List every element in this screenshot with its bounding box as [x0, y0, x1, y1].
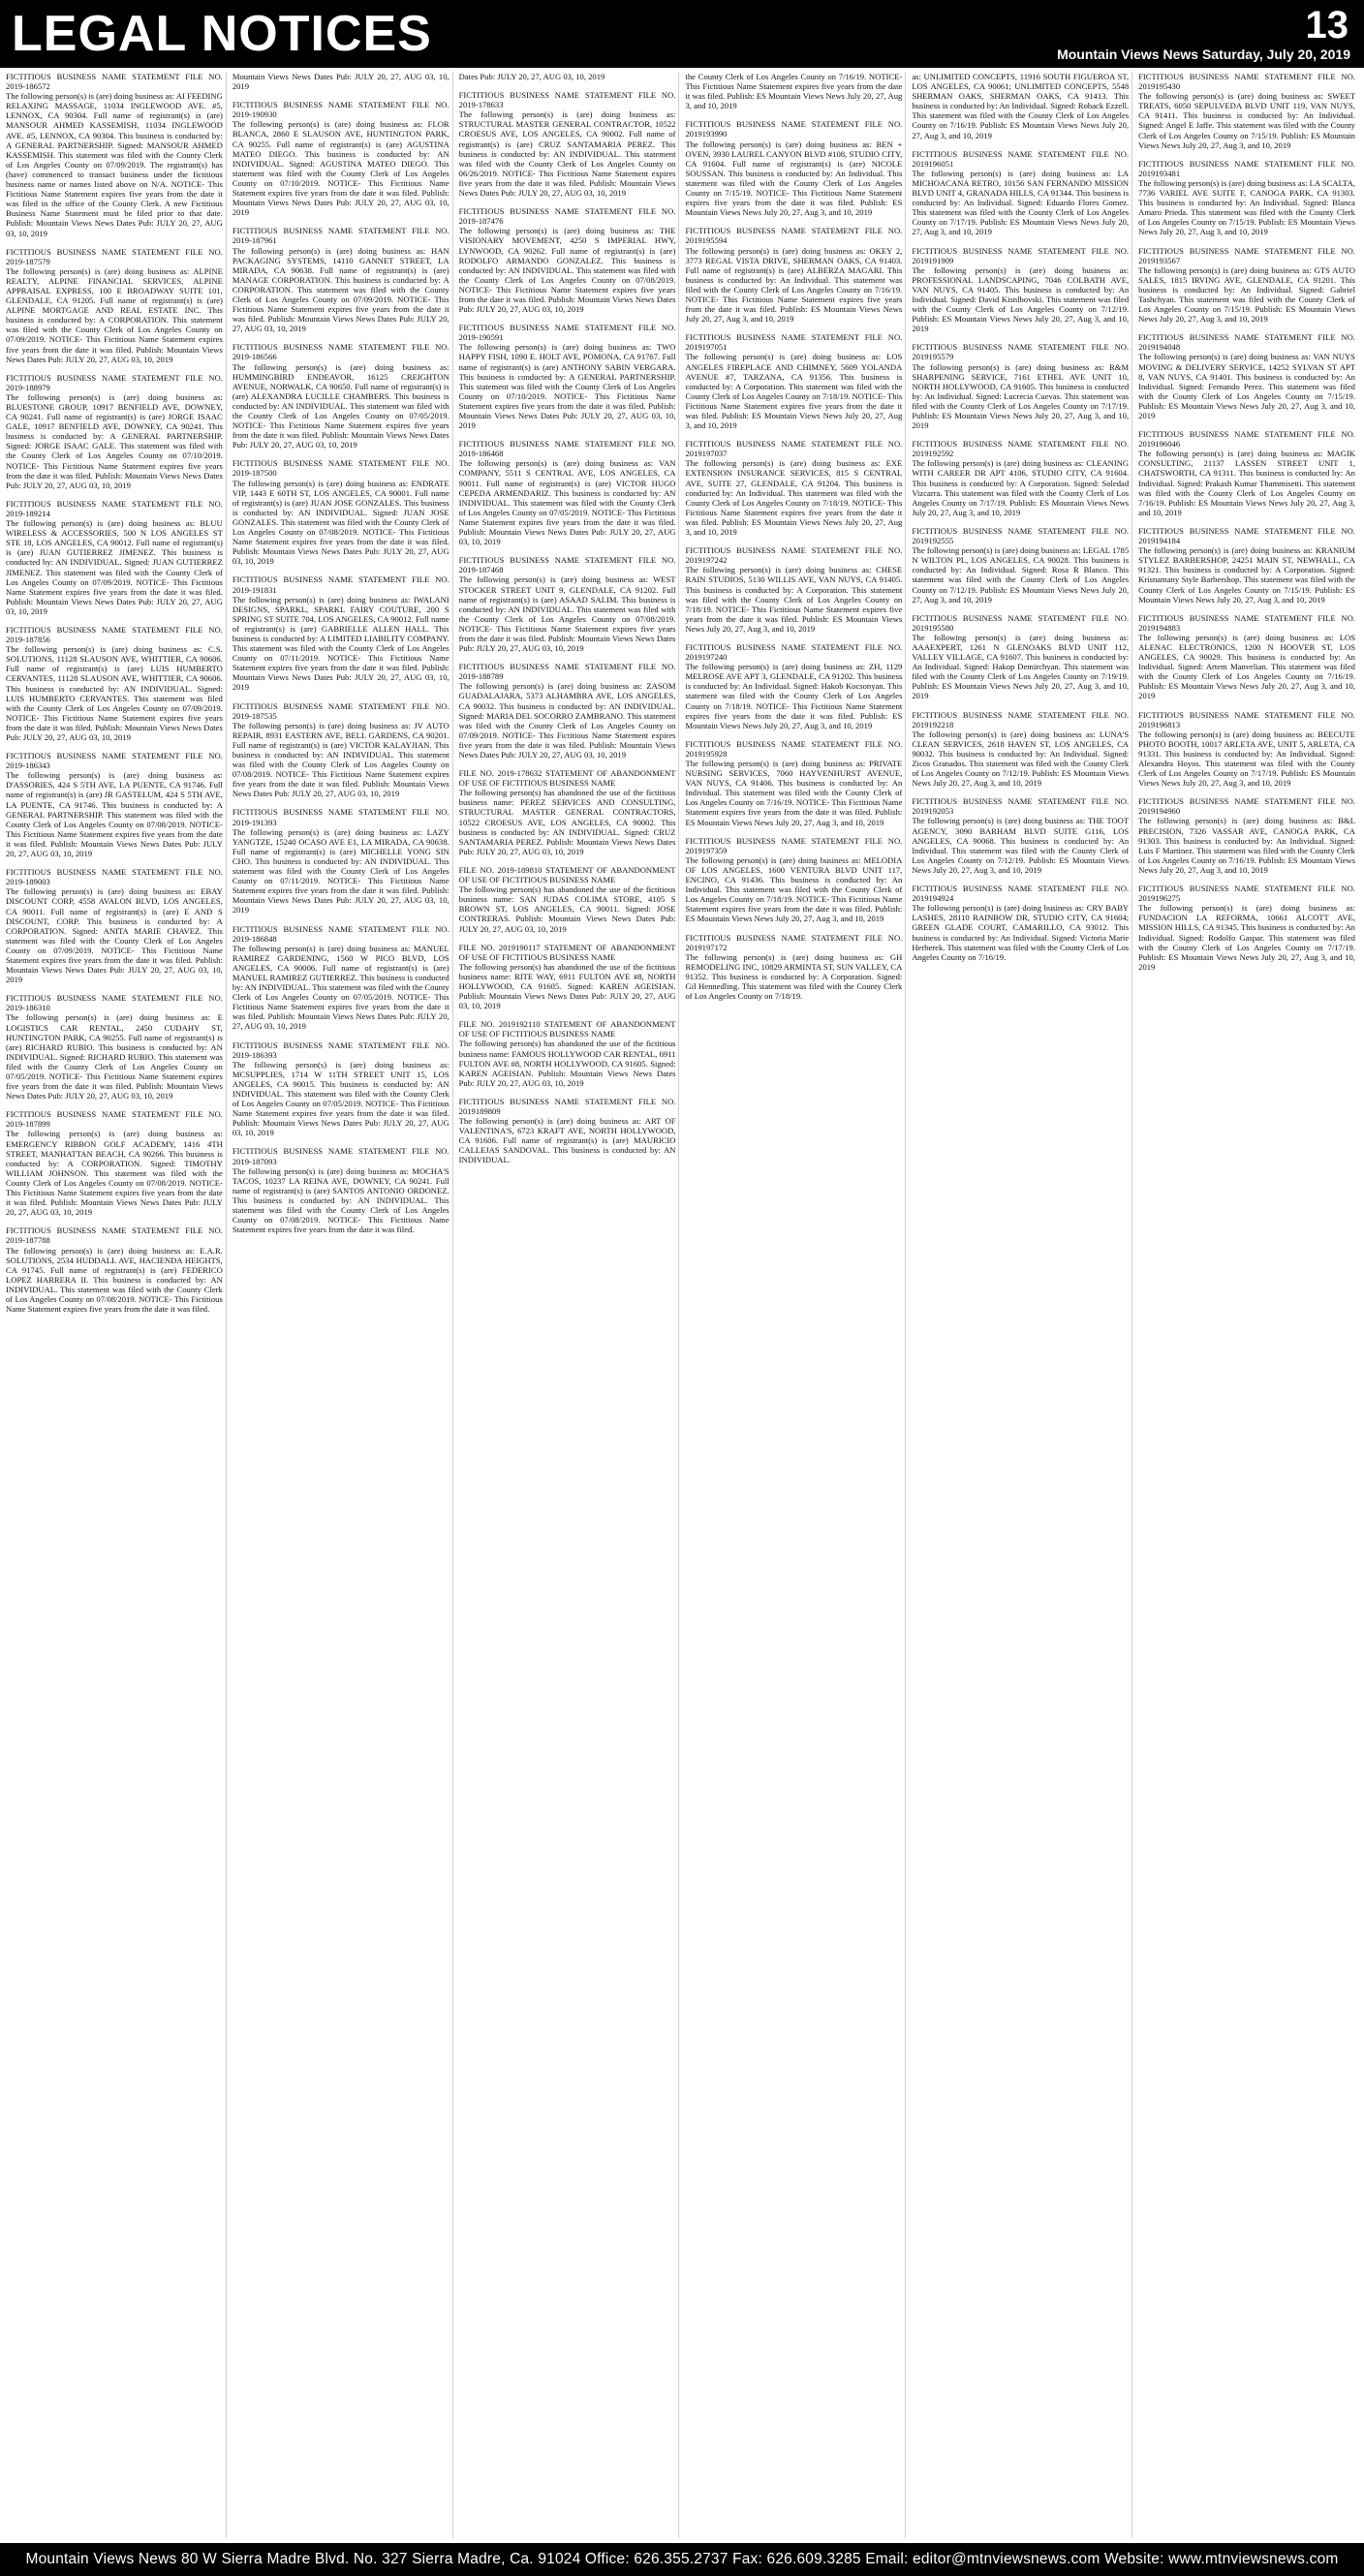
notice-heading: FICTITIOUS BUSINESS NAME STATEMENT FILE NO. 2019193481 [1138, 158, 1355, 178]
notice-body: The following person(s) is (are) doing business as: ALPINE REALTY, ALPINE FINANCIAL SERVICES, ALPINE APPRAISAL EXPRESS, 100 E BROADWAY SUITE 101, GLENDALE, CA 91205. Full name of registrant(s) is (are) ALPINE MORTGAGE AND REAL ESTATE INC. This business is conducted by: A CORPORATION. This statement was filed with the County Clerk of Los Angeles County on 07/09/2019. NOTICE- This Fictitious Name Statement expires five years from the date it was filed. Publish: Mountain Views News Dates Pub: JULY 20, 27, AUG 03, 10, 2019 [6, 265, 223, 364]
notice-heading: FICTITIOUS BUSINESS NAME STATEMENT FILE NO. 2019-186343 [6, 751, 223, 771]
notice-heading: FILE NO. 2019-189810 STATEMENT OF ABANDONMENT OF USE OF FICTITIOUS BUSINESS NAME [458, 864, 676, 885]
page-header [0, 0, 1364, 68]
notice-heading: FICTITIOUS BUSINESS NAME STATEMENT FILE NO. 2019194184 [1138, 525, 1355, 546]
legal-notice [459, 439, 676, 546]
legal-notice [685, 226, 902, 324]
legal-notice [1138, 613, 1355, 701]
notice-body: The following person(s) is (are) doing business as: CHESE RAIN STUDIOS, 5130 WILLIS AVE, VAN NUYS, CA 91405. This business is conducted by: A Corporation. This statement was filed with the County Clerk of Los Angeles County on 7/18/19. NOTICE- This Fictitious Name Statement expires five years from the date it was filed. Publish: ES Mountain Views News July 20, 27, Aug 3, and 10, 2019 [685, 565, 903, 634]
notice-body: The following person(s) is (are) doing business as: MELODIA OF LOS ANGELES, 1600 VENTURA BLVD UNIT 117, ENCINO, CA 91436. This business is conducted by: An Individual. This statement was filed with the County Clerk of Los Angeles County on 7/18/19. NOTICE- This Fictitious Name Statement expires five years from the date it was filed. Publish: ES Mountain Views News July 20, 27, Aug 3, and 10, 2019 [685, 854, 903, 924]
notice-body: The following person(s) is (are) doing business as: JV AUTO REPAIR, 8931 EASTERN AVE, BELL GARDENS, CA 90201. Full name of registrant(s) is (are) VICTOR KALAYJIAN. This business is conducted by: AN INDIVIDUAL. This statement was filed with the County Clerk of Los Angeles County on 07/08/2019. NOTICE- This Fictitious Name Statement expires five years from the date it was filed. Publish: Mountain Views News Dates Pub: JULY 20, 27, AUG 03, 10, 2019 [232, 720, 450, 799]
notice-heading: FICTITIOUS BUSINESS NAME STATEMENT FILE NO. 2019195580 [912, 612, 1130, 633]
notice-heading: FICTITIOUS BUSINESS NAME STATEMENT FILE NO. 2019-186572 [6, 72, 223, 92]
notice-heading: FICTITIOUS BUSINESS NAME STATEMENT FILE NO. 2019-187961 [232, 226, 450, 246]
legal-notice [685, 836, 902, 924]
notice-heading: FICTITIOUS BUSINESS NAME STATEMENT FILE NO. 2019-189214 [6, 498, 223, 518]
notice-body: The following person(s) is (are) doing business as: D'ASSORIES, 424 S 5TH AVE, LA PUENTE, CA 91746. Full name of registrant(s) is (are) JR GASTELUM, 424 S 5TH AVE, LA PUENTE, CA 91746. This business is conducted by: A GENERAL PARTNERSHIP. This statement was filed with the County Clerk of Los Angeles County on 07/08/2019. NOTICE- This Fictitious Name Statement expires five years from the date it was filed. Publish: Mountain Views News Dates Pub: JULY 20, 27, AUG 03, 10, 2019 [6, 770, 223, 859]
notice-body: The following person(s) is (are) doing business as: PRIVATE NURSING SERVICES, 7060 HAYVENHURST AVENUE, VAN NUYS, CA 91406. This business is conducted by: An Individual. This statement was filed with the County Clerk of Los Angeles County on 7/16/19. NOTICE- This Fictitious Name Statement expires five years from the date it was filed. Publish: ES Mountain Views News July 20, 27, Aug 3, and 10, 2019 [685, 759, 903, 827]
legal-notice [232, 1146, 450, 1234]
notice-body: The following person(s) is (are) doing business as: FLOR BLANCA, 2860 E SLAUSON AVE, HUNTINGTON PARK, CA 90255. Full name of registrant(s) is (are) AGUSTINA MATEO DIEGO. This business is conducted by: AN INDIVIDUAL. Signed: AGUSTINA MATEO DIEGO. This statement was filed with the County Clerk of Los Angeles County on 07/10/2019. NOTICE- This Fictitious Name Statement expires five years from the date it was filed. Publish: Mountain Views News Dates Pub: JULY 20, 27, AUG 03, 10, 2019 [232, 119, 450, 218]
notice-heading: FILE NO. 2019192110 STATEMENT OF ABANDONMENT OF USE OF FICTITIOUS BUSINESS NAME [458, 1019, 676, 1040]
legal-notice [685, 545, 902, 634]
legal-notice [1138, 72, 1355, 150]
notice-columns [6, 72, 1358, 2538]
notice-heading: FICTITIOUS BUSINESS NAME STATEMENT FILE NO. 2019-190591 [458, 323, 676, 343]
notice-heading: FICTITIOUS BUSINESS NAME STATEMENT FILE NO. 2019-188789 [458, 662, 676, 682]
notice-heading: FICTITIOUS BUSINESS NAME STATEMENT FILE NO. 2019-188979 [6, 372, 223, 392]
legal-notice [685, 72, 902, 110]
notice-heading: FICTITIOUS BUSINESS NAME STATEMENT FILE NO. 2019-187535 [232, 700, 450, 721]
notice-body: The following person(s) has abandoned the use of the fictitious business name: SAN JUDAS COLIMA STORE, 4105 S BROWN ST, LOS ANGELES, CA 90011. Signed: JOSE CONTRERAS. Publish: Mountain Views News Dates Pub: JULY 20, 27, AUG 03, 10, 2019 [458, 885, 676, 934]
notice-body: The following person(s) is (are) doing business as: ZH, 1129 MELROSE AVE APT 3, GLENDALE, CA 91202. This business is conducted by: An Individual. Signed: Hakob Kocsonyan. This statement was filed with the County Clerk of Los Angeles County on 7/18/19. NOTICE- This Fictitious Name Statement expires five years from the date it was filed. Publish: ES Mountain Views News July 20, 27, Aug 3, and 10, 2019 [685, 662, 903, 730]
page-number: 13 [1305, 4, 1348, 47]
legal-notice [912, 439, 1129, 517]
notice-heading: FICTITIOUS BUSINESS NAME STATEMENT FILE NO. 2019195928 [685, 738, 903, 759]
notice-body: as: UNLIMITED CONCEPTS, 11916 SOUTH FIGUEROA ST, LOS ANGELES, CA 90061; UNLIMITED CONCEPTS, 5548 SHERMAN OAKS, SHERMAN OAKS, CA 91413. This business is conducted by: An Individual. Signed: Roback Ezzell. This statement was filed with the County Clerk of Los Angeles County on 7/16/19. Publish: ES Mountain Views News July 20, 27, Aug 3, and 10, 2019 [912, 72, 1130, 140]
legal-notice [1138, 332, 1355, 420]
notice-body: Dates Pub: JULY 20, 27, AUG 03, 10, 2019 [458, 72, 605, 81]
notice-body: The following person(s) is (are) doing business as: LOS ANGELES FIREPLACE AND CHIMNEY, 5609 YOLANDA AVENUE #7, TARZANA, CA 91356. This business is conducted by: A Corporation. This statement was filed with the County Clerk of Los Angeles County on 7/18/19. NOTICE- This Fictitious Name Statement expires five years from the date it was filed. Publish: ES Mountain Views News July 20, 27, Aug 3, and 10, 2019 [685, 352, 903, 431]
notice-body: The following person(s) has abandoned the use of the fictitious business name: FAMOUS HOLLYWOOD CAR RENTAL, 6911 FULTON AVE #8, NORTH HOLLYWOOD, CA 91605. Signed: KAREN AGEISIAN. Publish: Mountain Views News Dates Pub: JULY 20, 27, AUG 03, 10, 2019 [458, 1039, 676, 1088]
notice-body: The following person(s) is (are) doing business as: R&M SHARPENING SERVICE, 7161 ETHEL AVE UNIT 10, NORTH HOLLYWOOD, CA 91605. This business is conducted by: An Individual. Signed: Lucrecia Cuevas. This statement was filed with the County Clerk of Los Angeles County on 7/17/19. Publish: ES Mountain Views News July 20, 27, Aug 3, and 10, 2019 [912, 361, 1130, 431]
legal-notice [912, 884, 1129, 962]
notice-body: The following person(s) is (are) doing business as: B&L PRECISION, 7326 VASSAR AVE, CANOGA PARK, CA 91303. This business is conducted by: An Individual. Signed: Luis F Martinez. This statement was filed with the County Clerk of Los Angeles County on 7/16/19. Publish: ES Mountain Views News July 20, 27, Aug 3, and 10, 2019 [1138, 816, 1355, 875]
legal-notice [6, 625, 223, 742]
notice-body: The following person(s) is (are) doing business as: STRUCTURAL MASTER GENERAL CONTRACTOR, 10522 CROESUS AVE, LOS ANGELES, CA 90002. Full name of registrant(s) is (are) CRUZ SANTAMARIA PEREZ. This business is conducted by: AN INDIVIDUAL. This statement was filed with the County Clerk of Los Angeles County on 06/26/2019. NOTICE- This Fictitious Name Statement expires five years from the date it was filed. Publish: Mountain Views News Dates Pub: JULY 20, 27, AUG 03, 10, 2019 [458, 109, 676, 199]
notice-body: The following person(s) is (are) doing business as: HAN PACKAGING SYSTEMS, 14110 GANNET STREET, LA MIRADA, CA 90638. Full name of registrant(s) is (are) MANAGE CORPORATION. This business is conducted by: A CORPORATION. This statement was filed with the County Clerk of Los Angeles County on 07/09/2019. NOTICE- This Fictitious Name Statement expires five years from the date it was filed. Publish: Mountain Views News Dates Pub: JULY 20, 27, AUG 03, 10, 2019 [232, 245, 450, 334]
notice-heading: FICTITIOUS BUSINESS NAME STATEMENT FILE NO. 2019192592 [912, 439, 1130, 459]
notice-body: The following person(s) is (are) doing business as: BLUU WIRELESS & ACCESSORIES, 500 N LOS ANGELES ST STE 18, LOS ANGELES, CA 90012. Full name of registrant(s) is (are) JUAN GUTIERREZ JIMENEZ. This business is conducted by: AN INDIVIDUAL. Signed: JUAN GUTIERREZ JIMENEZ. This statement was filed with the County Clerk of Los Angeles County on 07/09/2019. NOTICE- This Fictitious Name Statement expires five years from the date it was filed. Publish: Mountain Views News Dates Pub: JULY 20, 27, AUG 03, 10, 2019 [6, 518, 223, 616]
notice-heading: FICTITIOUS BUSINESS NAME STATEMENT FILE NO. 2019192053 [912, 796, 1130, 817]
notice-heading: FICTITIOUS BUSINESS NAME STATEMENT FILE NO. 2019195594 [685, 226, 903, 246]
legal-notice [232, 226, 450, 333]
notice-heading: FICTITIOUS BUSINESS NAME STATEMENT FILE NO. 2019191909 [912, 245, 1130, 265]
notice-body: The following person(s) is (are) doing business as: LA MICHOACANA RETRO, 10156 SAN FERNANDO MISSION BLVD UNIT 4, GRANADA HILLS, CA 91344. This business is conducted by: An Individual. Signed: Eduardo Flores Gomez. This statement was filed with the County Clerk of Los Angeles County on 7/17/19. Publish: ES Mountain Views News July 20, 27, Aug 3, and 10, 2019 [912, 168, 1130, 237]
notice-body: The following person(s) is (are) doing business as: FUNDACION LA REFORMA, 10661 ALCOTT AVE, MISSION HILLS, CA 91345. This business is conducted by: An Individual. Signed: Rodolfo Gaspar. This statement was filed with the County Clerk of Los Angeles County on 7/17/19. Publish: ES Mountain Views News July 20, 27, Aug 3, and 10, 2019 [1138, 903, 1355, 972]
legal-notice [1138, 710, 1355, 789]
notice-heading: FICTITIOUS BUSINESS NAME STATEMENT FILE NO. 2019-187579 [6, 246, 223, 266]
legal-notice [1138, 429, 1355, 517]
legal-notice [685, 439, 902, 537]
notice-body: The following person(s) is (are) doing business as: LAZY YANGTZE, 15240 OCASO AVE E1, LA MIRADA, CA 90638. Full name of registrant(s) is (are) MICHELLE YONG SIN CHO. This business is conducted by: AN INDIVIDUAL. This statement was filed with the County Clerk of Los Angeles County on 07/11/2019. NOTICE- This Fictitious Name Statement expires five years from the date it was filed. Publish: Mountain Views News Dates Pub: JULY 20, 27, AUG 03, 10, 2019 [232, 826, 450, 916]
notice-heading: FICTITIOUS BUSINESS NAME STATEMENT FILE NO. 2019192555 [912, 525, 1130, 546]
notice-body: the County Clerk of Los Angeles County on 7/16/19. NOTICE- This Fictitious Name Statement expires five years from the date it was filed. Publish: ES Mountain Views News July 20, 27, Aug 3, and 10, 2019 [685, 72, 903, 111]
legal-notice [912, 710, 1129, 789]
legal-notice [1138, 159, 1355, 237]
legal-notice [685, 119, 902, 217]
notice-heading: FICTITIOUS BUSINESS NAME STATEMENT FILE NO. 2019-191393 [232, 807, 450, 827]
notice-heading: FICTITIOUS BUSINESS NAME STATEMENT FILE NO. 2019-186566 [232, 342, 450, 362]
notice-body: The following person(s) is (are) doing business as: TWO HAPPY FISH, 1090 E. HOLT AVE, POMONA, CA 91767. Full name of registrant(s) is (are) ANTHONY SABIN VERGARA. This business is conducted by: A GENERAL PARTNERSHIP. This statement was filed with the County Clerk of Los Angeles County on 07/10/2019. NOTICE- This Fictitious Name Statement expires five years from the date it was filed. Publish: Mountain Views News Dates Pub: JULY 20, 27, AUG 03, 10, 2019 [458, 342, 676, 431]
legal-notice [459, 662, 676, 760]
page-footer: Mountain Views News 80 W Sierra Madre Blvd. No. 327 Sierra Madre, Ca. 91024 Office: 626.355.2737 Fax: 626.609.3285 Email: editor@mtnviewsnews.com Website: www.mtnviewsnews.com [0, 2543, 1364, 2576]
notice-heading: FICTITIOUS BUSINESS NAME STATEMENT FILE NO. 2019-187500 [232, 458, 450, 479]
legal-notice [912, 796, 1129, 875]
notice-body: The following person(s) is (are) doing business as: GH REMODELING INC, 10829 ARMINTA ST, SUN VALLEY, CA 91352. This business is conducted by: A Corporation. Signed: Gil Hennedling. This statement was filed with the County Clerk of Los Angeles County on 7/18/19. [685, 951, 903, 1002]
notice-body: The following person(s) is (are) doing business as: CRY BABY LASHES, 28110 RAINBOW DR, STUDIO CITY, CA 91604; GREEN GLADE COURT, CAMARILLO, CA 93012. This business is conducted by: An Individual. Signed: Victoria Marie Herberek. This statement was filed with the County Clerk of Los Angeles County on 7/16/19. [912, 903, 1130, 962]
notice-body: The following person(s) is (are) doing business as: CLEANING WITH CAREER DR APT 4106, STUDIO CITY, CA 91604. This business is conducted by: A Corporation. Signed: Soledad Vizcarra. This statement was filed with the County Clerk of Los Angeles County on 7/17/19. Publish: ES Mountain Views News July 20, 27, Aug 3, and 10, 2019 [912, 458, 1130, 517]
legal-notice [6, 1109, 223, 1217]
legal-notice [459, 943, 676, 1011]
legal-notice [685, 642, 902, 730]
notice-heading: FICTITIOUS BUSINESS NAME STATEMENT FILE NO. 2019196046 [1138, 429, 1355, 450]
notice-body: The following person(s) is (are) doing business as: BEECUTE PHOTO BOOTH, 10017 ARLETA AVE, UNIT 5, ARLETA, CA 91331. This business is conducted by: An Individual. Signed: Alexandra Hoyos. This statement was filed with the County Clerk of Los Angeles County on 7/17/19. Publish: ES Mountain Views News July 20, 27, Aug 3, and 10, 2019 [1138, 729, 1355, 789]
notice-body: The following person(s) is (are) doing business as: KRANIUM STYLEZ BARBERSHOP, 24251 MAIN ST, NEWHALL, CA 91321. This business is conducted by: A Corporation. Signed: Krisnamany Style Barbershop. This statement was filed with the County Clerk of Los Angeles County on 7/15/19. Publish: ES Mountain Views News July 20, 27, Aug 3, and 10, 2019 [1138, 545, 1355, 605]
notice-heading: FICTITIOUS BUSINESS NAME STATEMENT FILE NO. 2019-187093 [232, 1146, 450, 1166]
column-3 [459, 72, 680, 2538]
column-6 [1138, 72, 1358, 2538]
legal-notice [459, 768, 676, 856]
notice-body: The following person(s) is (are) doing business as: BLUESTONE GROUP, 10917 BENFIELD AVE, DOWNEY, CA 90241. Full name of registrant(s) is (are) JORGE ISAAC GALE, 10917 BENFIELD AVE, DOWNEY, CA 90241. This business is conducted by: A GENERAL PARTNERSHIP. Signed: JORGE ISAAC GALE. This statement was filed with the County Clerk of Los Angeles County on 07/10/2019. NOTICE- This Fictitious Name Statement expires five years from the date it was filed. Publish: Mountain Views News Dates Pub: JULY 20, 27, AUG 03, 10, 2019 [6, 391, 223, 490]
legal-notice [912, 149, 1129, 237]
notice-body: The following person(s) is (are) doing business as: E.A.R. SOLUTIONS, 2534 HUDDALL AVE, HACIENDA HEIGHTS, CA 91745. Full name of registrant(s) is (are) FEDERICO LOPEZ HARRERA II. This business is conducted by: AN INDIVIDUAL. This statement was filed with the County Clerk of Los Angeles County on 07/08/2019. NOTICE- This Fictitious Name Statement expires five years from the date it was filed. [6, 1245, 223, 1315]
notice-body: The following person(s) is (are) doing business as: THE TOOT AGENCY, 3090 BARHAM BLVD SUITE G116, LOS ANGELES, CA 90068. This business is conducted by: An Individual. This statement was filed with the County Clerk of Los Angeles County on 7/12/19. Publish: ES Mountain Views News July 20, 27, Aug 3, and 10, 2019 [912, 816, 1130, 875]
column-2 [232, 72, 453, 2538]
notice-body: The following person(s) is (are) doing business as: MCSUPPLIES, 1714 W 11TH STREET UNIT 15, LOS ANGELES, CA 90015. This business is conducted by: AN INDIVIDUAL. This statement was filed with the County Clerk of Los Angeles County on 07/05/2019. NOTICE- This Fictitious Name Statement expires five years from the date it was filed. Publish: Mountain Views News Dates Pub: JULY 20, 27, AUG 03, 10, 2019 [232, 1059, 450, 1138]
notice-heading: FICTITIOUS BUSINESS NAME STATEMENT FILE NO. 2019194924 [912, 884, 1130, 904]
legal-notice [6, 499, 223, 616]
notice-body: The following person(s) is (are) doing business as: LUNA'S CLEAN SERVICES, 2618 HAVEN ST, LOS ANGELES, CA 90032. This business is conducted by: An Individual. Signed: Zicos Granados. This statement was filed with the County Clerk of Los Angeles County on 7/12/19. Publish: ES Mountain Views News July 20, 27, Aug 3, and 10, 2019 [912, 729, 1130, 789]
notice-heading: FICTITIOUS BUSINESS NAME STATEMENT FILE NO. 2019197051 [685, 332, 903, 353]
notice-body: The following person(s) is (are) doing business as: EXE EXTENSION INSURANCE SERVICES, 815 S CENTRAL AVE, SUITE 27, GLENDALE, CA 91204. This business is conducted by: An Individual. This statement was filed with the County Clerk of Los Angeles County on 7/18/19. NOTICE- This Fictitious Name Statement expires five years from the date it was filed. Publish: ES Mountain Views News July 20, 27, Aug 3, and 10, 2019 [685, 458, 903, 538]
notice-heading: FICTITIOUS BUSINESS NAME STATEMENT FILE NO. 2019194883 [1138, 612, 1355, 633]
notice-heading: FICTITIOUS BUSINESS NAME STATEMENT FILE NO. 2019-186393 [232, 1040, 450, 1060]
notice-body: The following person(s) is (are) doing business as: LOS ALENAC ELECTRONICS, 1200 N HOOVER ST, LOS ANGELES, CA 90029. This business is conducted by: An Individual. Signed: Artem Manvelian. This statement was filed with the County Clerk of Los Angeles County on 7/16/19. Publish: ES Mountain Views News July 20, 27, Aug 3, and 10, 2019 [1138, 632, 1355, 701]
notice-body: Mountain Views News Dates Pub: JULY 20, 27, AUG 03, 10, 2019 [232, 72, 450, 92]
notice-heading: FICTITIOUS BUSINESS NAME STATEMENT FILE NO. 2019194960 [1138, 796, 1355, 817]
notice-heading: FICTITIOUS BUSINESS NAME STATEMENT FILE NO. 2019-190930 [232, 100, 450, 120]
notice-body: The following person(s) is (are) doing business as: BEN + OVEN, 3930 LAUREL CANYON BLVD #108, STUDIO CITY, CA 91604. Full name of registrant(s) is (are) NICOLE SOUSSAN. This business is conducted by: An Individual. This statement was filed with the County Clerk of Los Angeles County on 7/15/19. NOTICE- This Fictitious Name Statement expires five years from the date it was filed. Publish: ES Mountain Views News July 20, 27, Aug 3, and 10, 2019 [685, 139, 903, 218]
column-5 [912, 72, 1132, 2538]
notice-body: The following person(s) is (are) doing business as: THE VISIONARY MOVEMENT, 4250 S IMPERIAL HWY, LYNWOOD, CA 90262. Full name of registrant(s) is (are) RODOLFO ARMANDO GONZALEZ. This business is conducted by: AN INDIVIDUAL. This statement was filed with the County Clerk of Los Angeles County on 07/08/2019. NOTICE- This Fictitious Name Statement expires five years from the date it was filed. Publish: Mountain Views News Dates Pub: JULY 20, 27, AUG 03, 10, 2019 [458, 226, 676, 315]
notice-body: The following person(s) is (are) doing business as: MAGIK CONSULTING, 21137 LASSEN STREET UNIT 1, CHATSWORTH, CA 91311. This business is conducted by: An Individual. Signed: Prakash Kumar Thammisetti. This statement was filed with the County Clerk of Los Angeles County on 7/16/19. Publish: ES Mountain Views News July 20, 27, Aug 3, and 10, 2019 [1138, 449, 1355, 517]
column-1 [6, 72, 227, 2538]
page-title: LEGAL NOTICES [12, 6, 432, 62]
notice-heading: FILE NO. 2019190117 STATEMENT OF ABANDONMENT OF USE OF FICTITIOUS BUSINESS NAME [458, 942, 676, 962]
notice-heading: FICTITIOUS BUSINESS NAME STATEMENT FILE NO. 2019197359 [685, 835, 903, 855]
notice-body: The following person(s) is (are) doing business as: MOCHA'S TACOS, 10237 LA REINA AVE, DOWNEY, CA 90241. Full name of registrant(s) is (are) SANTOS ANTONIO ORDONEZ. This business is conducted by: AN INDIVIDUAL. This statement was filed with the County Clerk of Los Angeles County on 07/08/2019. NOTICE- This Fictitious Name Statement expires five years from the date it was filed. [232, 1165, 450, 1235]
notice-body: The following person(s) is (are) doing business as: C.S. SOLUTIONS, 11128 SLAUSON AVE, WHITTIER, CA 90606. Full name of registrant(s) is (are) LUIS HUMBERTO CERVANTES, 11128 SLAUSON AVE, WHITTIER, CA 90606. This business is conducted by: AN INDIVIDUAL. Signed: LUIS HUMBERTO CERVANTES. This statement was filed with the County Clerk of Los Angeles County on 07/09/2019. NOTICE- This Fictitious Name Statement expires five years from the date it was filed. Publish: Mountain Views News Dates Pub: JULY 20, 27, AUG 03, 10, 2019 [6, 644, 223, 742]
legal-notice [232, 574, 450, 692]
legal-notice [459, 865, 676, 934]
legal-notice [6, 1226, 223, 1314]
notice-heading: FICTITIOUS BUSINESS NAME STATEMENT FILE NO. 2019193990 [685, 119, 903, 140]
legal-notice [912, 342, 1129, 430]
notice-body: The following person(s) is (are) doing business as: ART OF VALENTINA'S, 6723 KRAFT AVE, NORTH HOLLYWOOD, CA 91606. Full name of registrant(s) is (are) MAURICIO CALLEJAS SANDOVAL. This business is conducted by: AN INDIVIDUAL. [458, 1116, 676, 1165]
legal-notice [232, 100, 450, 217]
notice-body: The following person(s) has abandoned the use of the fictitious business name: PEREZ SERVICES AND CONSULTING, STRUCTURAL MASTER GENERAL CONTRACTORS, 10522 CROESUS AVE, LOS ANGELES, CA 90002. This business is conducted by: AN INDIVIDUAL. Signed: CRUZ SANTAMARIA PEREZ. Publish: Mountain Views News Dates Pub: JULY 20, 27, AUG 03, 10, 2019 [458, 788, 676, 856]
legal-notice [459, 206, 676, 314]
notice-heading: FICTITIOUS BUSINESS NAME STATEMENT FILE NO. 2019-178633 [458, 90, 676, 110]
notice-body: The following person(s) is (are) doing business as: LA SCALTA, 7736 VARIEL AVE SUITE F, CANOGA PARK, CA 91303. This business is conducted by: An Individual. Signed: Blanca Amaro Prieda. This statement was filed with the County Clerk of Los Angeles County on 7/15/19. Publish: ES Mountain Views News July 20, 27, Aug 3, and 10, 2019 [1138, 177, 1355, 237]
notice-heading: FICTITIOUS BUSINESS NAME STATEMENT FILE NO. 2019194048 [1138, 332, 1355, 353]
legal-notice [912, 246, 1129, 334]
legal-notice [459, 72, 676, 81]
legal-notice [232, 807, 450, 915]
notice-heading: FICTITIOUS BUSINESS NAME STATEMENT FILE NO. 2019197172 [685, 932, 903, 952]
notice-heading: FICTITIOUS BUSINESS NAME STATEMENT FILE NO. 2019189809 [458, 1096, 676, 1116]
notice-body: The following person(s) is (are) doing business as: AAAEXPERT, 1261 N GLENOAKS BLVD UNIT 112, VALLEY VILLAGE, CA 91607. This business is conducted by: An Individual. Signed: Hakop Demirchyan. This statement was filed with the County Clerk of Los Angeles County on 7/19/19. Publish: ES Mountain Views News July 20, 27, Aug 3, and 10, 2019 [912, 632, 1130, 701]
notice-heading: FICTITIOUS BUSINESS NAME STATEMENT FILE NO. 2019195579 [912, 342, 1130, 362]
legal-notice [232, 458, 450, 566]
notice-heading: FILE NO. 2019-178632 STATEMENT OF ABANDONMENT OF USE OF FICTITIOUS BUSINESS NAME [458, 768, 676, 789]
legal-notice [685, 332, 902, 430]
legal-notice [6, 373, 223, 490]
legal-notice [6, 993, 223, 1101]
legal-notice [912, 613, 1129, 701]
legal-notice [6, 867, 223, 984]
notice-body: The following person(s) is (are) doing business as: SWEET TREATS, 6050 SEPULVEDA BLVD UNIT 119, VAN NUYS, CA 91411. This business is conducted by: An Individual. Signed: Angel E Jaffe. This statement was filed with the County Clerk of Los Angeles County on 7/15/19. Publish: ES Mountain Views News July 20, 27, Aug 3, and 10, 2019 [1138, 91, 1355, 150]
notice-heading: FICTITIOUS BUSINESS NAME STATEMENT FILE NO. 2019-187468 [458, 555, 676, 575]
notice-heading: FICTITIOUS BUSINESS NAME STATEMENT FILE NO. 2019-191831 [232, 574, 450, 595]
notice-heading: FICTITIOUS BUSINESS NAME STATEMENT FILE NO. 2019-189003 [6, 867, 223, 887]
notice-body: The following person(s) is (are) doing business as: MANUEL RAMIREZ GARDENING, 1560 W PICO BLVD, LOS ANGELES, CA 90006. Full name of registrant(s) is (are) MANUEL RAMIREZ GUTIERREZ. This business is conducted by: AN INDIVIDUAL. This statement was filed with the County Clerk of Los Angeles County on 07/05/2019. NOTICE- This Fictitious Name Statement expires five years from the date it was filed. Publish: Mountain Views News Dates Pub: JULY 20, 27, AUG 03, 10, 2019 [232, 943, 450, 1032]
notice-body: The following person(s) has abandoned the use of the fictitious business name: RITE WAY, 6911 FULTON AVE #8, NORTH HOLLYWOOD, CA 91605. Signed: KAREN AGEISIAN. Publish: Mountain Views News Dates Pub: JULY 20, 27, AUG 03, 10, 2019 [458, 961, 676, 1011]
notice-body: The following person(s) is (are) doing business as: ZASOM GUADALAJARA, 5373 ALHAMBRA AVE, LOS ANGELES, CA 90032. This business is conducted by: AN INDIVIDUAL. Signed: MARIA DEL SOCORRO ZAMBRANO. This statement was filed with the County Clerk of Los Angeles County on 07/09/2019. NOTICE- This Fictitious Name Statement expires five years from the date it was filed. Publish: Mountain Views News Dates Pub: JULY 20, 27, AUG 03, 10, 2019 [458, 681, 676, 760]
notice-body: The following person(s) is (are) doing business as: GTS AUTO SALES, 1815 IRVING AVE, GLENDALE, CA 91201. This business is conducted by: An Individual. Signed: Gabriel Tashchyan. This statement was filed with the County Clerk of Los Angeles County on 7/15/19. Publish: ES Mountain Views News July 20, 27, Aug 3, and 10, 2019 [1138, 264, 1355, 325]
notice-body: The following person(s) is (are) doing business as: IWALANI DESIGNS, SPARKL, SPARKL FAIRY COUTURE, 200 S SPRING ST SUITE 704, LOS ANGELES, CA 90012. Full name of registrant(s) is (are) GABRIELLE ALLEN HALL. This business is conducted by: A LIMITED LIABILITY COMPANY. This statement was filed with the County Clerk of Los Angeles County on 07/11/2019. NOTICE- This Fictitious Name Statement expires five years from the date it was filed. Publish: Mountain Views News Dates Pub: JULY 20, 27, AUG 03, 10, 2019 [232, 594, 450, 693]
notice-body: The following person(s) is (are) doing business as: OKEY 2, 3773 REGAL VISTA DRIVE, SHERMAN OAKS, CA 91403. Full name of registrant(s) is (are) ALBERZA MAGARI. This business is conducted by: An Individual. This statement was filed with the County Clerk of Los Angeles County on 7/16/19. NOTICE- This Fictitious Name Statement expires five years from the date it was filed. Publish: ES Mountain Views News July 20, 27, Aug 3, and 10, 2019 [685, 245, 903, 325]
notice-body: The following person(s) is (are) doing business as: E LOGISTICS CAR RENTAL, 2450 CUDAHY ST, HUNTINGTON PARK, CA 90255. Full name of registrant(s) is (are) RICHARD RUBIO. This business is conducted by: AN INDIVIDUAL. Signed: RICHARD RUBIO. This statement was filed with the County Clerk of Los Angeles County on 07/05/2019. NOTICE- This Fictitious Name Statement expires five years from the date it was filed. Publish: Mountain Views News Dates Pub: JULY 20, 27, AUG 03, 10, 2019 [6, 1012, 223, 1102]
notice-heading: FICTITIOUS BUSINESS NAME STATEMENT FILE NO. 2019195430 [1138, 72, 1355, 92]
legal-notice [912, 526, 1129, 605]
notice-heading: FICTITIOUS BUSINESS NAME STATEMENT FILE NO. 2019-186468 [458, 439, 676, 459]
notice-body: The following person(s) is (are) doing business as: EBAY DISCOUNT CORP, 4558 AVALON BLVD, LOS ANGELES, CA 90011. Full name of registrant(s) is (are) E AND S DISCOUNT, CORP. This business is conducted by: A CORPORATION. Signed: ANITA MARIE CHAVEZ. This statement was filed with the County Clerk of Los Angeles County on 07/09/2019. NOTICE- This Fictitious Name Statement expires five years from the date it was filed. Publish: Mountain Views News Dates Pub: JULY 20, 27, AUG 03, 10, 2019 [6, 886, 223, 985]
notice-body: The following person(s) is (are) doing business as: HUMMINGBIRD ENDEAVOR, 16125 CREIGHTON AVENUE, NORWALK, CA 90650. Full name of registrant(s) is (are) ALEXANDRA LUCILLE CHAMBERS. This business is conducted by: AN INDIVIDUAL. This statement was filed with the County Clerk of Los Angeles County on 07/05/2019. NOTICE- This Fictitious Name Statement expires five years from the date it was filed. Publish: Mountain Views News Dates Pub: JULY 20, 27, AUG 03, 10, 2019 [232, 361, 450, 450]
notice-body: The following person(s) is (are) doing business as: LEGAL 1785 N WILTON PL, LOS ANGELES, CA 90028. This business is conducted by: An Individual. Signed: Rosa R Blanco. This statement was filed with the County Clerk of Los Angeles County on 7/12/19. Publish: ES Mountain Views News July 20, 27, Aug 3, and 10, 2019 [912, 545, 1130, 605]
legal-notice [232, 924, 450, 1032]
notice-body: The following person(s) is (are) doing business as: VAN COMPANY, 5511 S CENTRAL AVE, LOS ANGELES, CA 90011. Full name of registrant(s) is (are) VICTOR HUGO CEPEDA ARMENDARIZ. This business is conducted by: AN INDIVIDUAL. This statement was filed with the County Clerk of Los Angeles County on 07/05/2019. NOTICE- This Fictitious Name Statement expires five years from the date it was filed. Publish: Mountain Views News Dates Pub: JULY 20, 27, AUG 03, 10, 2019 [458, 458, 676, 547]
legal-notice [459, 1019, 676, 1088]
notice-heading: FICTITIOUS BUSINESS NAME STATEMENT FILE NO. 2019-187856 [6, 624, 223, 645]
legal-notice [232, 1040, 450, 1138]
legal-notice [232, 701, 450, 799]
notice-heading: FICTITIOUS BUSINESS NAME STATEMENT FILE NO. 2019196051 [912, 148, 1130, 169]
notice-heading: FICTITIOUS BUSINESS NAME STATEMENT FILE NO. 2019197037 [685, 439, 903, 459]
notice-body: The following person(s) is (are) doing business as: AI FEEDING RELAXING MASSAGE, 11034 INGLEWOOD AVE. #5, LENNOX, CA 90304. Full name of registrant(s) is (are) MANSOUR AHMED KASSEMISH, 11034 INGLEWOOD AVE. #5, LENNOX, CA 90304. This business is conducted by: A GENERAL PARTNERSHIP. Signed: MANSOUR AHMED KASSEMISH. This statement was filed with the County Clerk of Los Angeles County on 07/09/2019. The registrant(s) has (have) commenced to transact business under the fictitious business name or names listed above on N/A. NOTICE- This Fictitious Name Statement expires five years from the date it was filed in the office of the County Clerk. A new Fictitious Business Name Statement must be filed prior to that date. Publish: Mountain Views News Dates Pub: JULY 20, 27, AUG 03, 10, 2019 [6, 91, 223, 238]
legal-notice [1138, 246, 1355, 325]
notice-heading: FICTITIOUS BUSINESS NAME STATEMENT FILE NO. 2019-187476 [458, 206, 676, 227]
legal-notice [459, 323, 676, 430]
legal-notice [6, 247, 223, 364]
legal-notice [459, 555, 676, 653]
legal-notice [6, 72, 223, 238]
legal-notice [1138, 796, 1355, 875]
legal-notice [1138, 526, 1355, 605]
notice-heading: FICTITIOUS BUSINESS NAME STATEMENT FILE NO. 2019-187788 [6, 1226, 223, 1246]
legal-notice [232, 72, 450, 91]
notice-heading: FICTITIOUS BUSINESS NAME STATEMENT FILE NO. 2019196275 [1138, 884, 1355, 904]
legal-notice [232, 342, 450, 450]
legal-notice [6, 751, 223, 858]
masthead-date: Mountain Views News Saturday, July 20, 2019 [1057, 47, 1350, 62]
notice-body: The following person(s) is (are) doing business as: VAN NUYS MOVING & DELIVERY SERVICE, 14252 SYLVAN ST APT 8, VAN NUYS, CA 91401. This business is conducted by: An Individual. Signed: Fernando Perez. This statement was filed with the County Clerk of Los Angeles County on 7/15/19. Publish: ES Mountain Views News July 20, 27, Aug 3, and 10, 2019 [1138, 352, 1355, 420]
column-4 [685, 72, 906, 2538]
legal-notice [459, 90, 676, 198]
notice-heading: FICTITIOUS BUSINESS NAME STATEMENT FILE NO. 2019197242 [685, 545, 903, 566]
notice-body: The following person(s) is (are) doing business as: EMERGENCY RIBBON GOLF ACADEMY, 1416 4TH STREET, MANHATTAN BEACH, CA 90266. This business is conducted by: A CORPORATION. Signed: TIMOTHY WILLIAM JOHNSON. This statement was filed with the County Clerk of Los Angeles County on 07/08/2019. NOTICE- This Fictitious Name Statement expires five years from the date it was filed. Publish: Mountain Views News Dates Pub: JULY 20, 27, AUG 03, 10, 2019 [6, 1129, 223, 1218]
notice-body: The following person(s) is (are) doing business as: PROFESSIONAL LANDSCAPING, 7046 COLBATH AVE, VAN NUYS, CA 91405. This business is conducted by: An Individual. Signed: David Kisnlbovski. This statement was filed with the County Clerk of Los Angeles County on 7/12/19. Publish: ES Mountain Views News July 20, 27, Aug 3, and 10, 2019 [912, 264, 1130, 334]
notice-heading: FICTITIOUS BUSINESS NAME STATEMENT FILE NO. 2019-187899 [6, 1109, 223, 1130]
legal-notice [685, 933, 902, 1002]
notice-heading: FICTITIOUS BUSINESS NAME STATEMENT FILE NO. 2019192218 [912, 709, 1130, 729]
notice-heading: FICTITIOUS BUSINESS NAME STATEMENT FILE NO. 2019197240 [685, 641, 903, 663]
legal-notice [1138, 884, 1355, 972]
notice-heading: FICTITIOUS BUSINESS NAME STATEMENT FILE NO. 2019193567 [1138, 245, 1355, 265]
legal-notice [459, 1097, 676, 1165]
legal-notice [912, 72, 1129, 140]
notice-heading: FICTITIOUS BUSINESS NAME STATEMENT FILE NO. 2019-186848 [232, 923, 450, 944]
legal-notice [685, 739, 902, 827]
notice-body: The following person(s) is (are) doing business as: ENDRATE VIP, 1443 E 60TH ST, LOS ANGELES, CA 90001. Full name of registrant(s) is (are) JUAN JOSE GONZALES. This business is conducted by: AN INDIVIDUAL. Signed: JUAN JOSE GONZALES. This statement was filed with the County Clerk of Los Angeles County on 07/08/2019. NOTICE- This Fictitious Name Statement expires five years from the date it was filed. Publish: Mountain Views News Dates Pub: JULY 20, 27, AUG 03, 10, 2019 [232, 478, 450, 567]
notice-heading: FICTITIOUS BUSINESS NAME STATEMENT FILE NO. 2019196813 [1138, 709, 1355, 729]
notice-heading: FICTITIOUS BUSINESS NAME STATEMENT FILE NO. 2019-186310 [6, 993, 223, 1013]
notice-body: The following person(s) is (are) doing business as: WEST STOCKER STREET UNIT 9, GLENDALE, CA 91202. Full name of registrant(s) is (are) ASAAD SALIM. This business is conducted by: AN INDIVIDUAL. This statement was filed with the County Clerk of Los Angeles County on 07/08/2019. NOTICE- This Fictitious Name Statement expires five years from the date it was filed. Publish: Mountain Views News Dates Pub: JULY 20, 27, AUG 03, 10, 2019 [458, 574, 676, 654]
